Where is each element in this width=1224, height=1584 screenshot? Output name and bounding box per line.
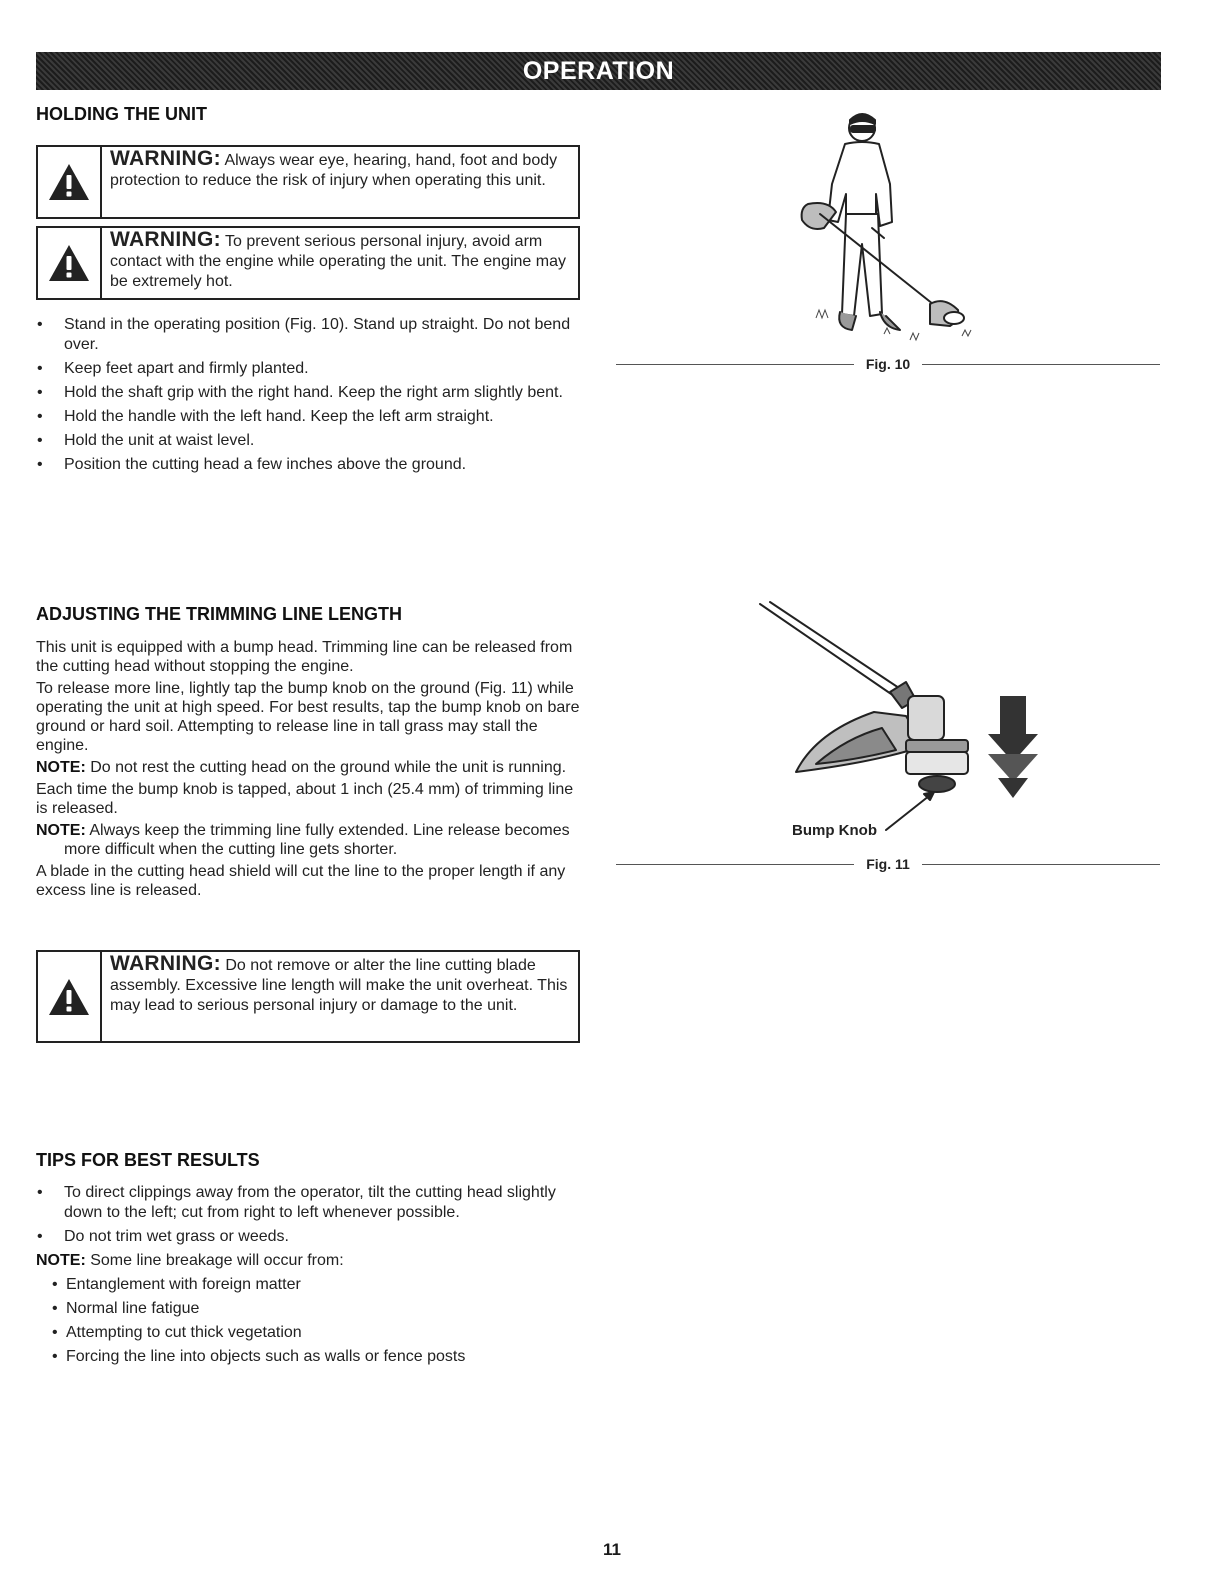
figure-operator-illustration	[780, 104, 1000, 354]
note-label: NOTE:	[36, 1252, 86, 1269]
note-text: Some line breakage will occur from:	[85, 1252, 344, 1269]
warning-box-engine-hot	[36, 226, 580, 300]
figure-bump-head-illustration	[756, 600, 1066, 840]
figure-caption: Fig. 11	[866, 856, 910, 872]
section-title: OPERATION	[522, 56, 675, 85]
paragraph: This unit is equipped with a bump head. Trimming line can be released from the cutting head without stopping the engine.	[36, 639, 573, 675]
warning-label: WARNING:	[110, 952, 221, 975]
list-item: • Normal line fatigue	[52, 1299, 612, 1319]
breakage-causes-list	[52, 1275, 612, 1371]
list-item: • Hold the unit at waist level.	[36, 431, 576, 451]
paragraph: To release more line, lightly tap the bump knob on the ground (Fig. 11) while operating the unit at high speed. For best results, tap the bump knob on bare ground or hard soil. Attempting to release line in tall grass may stall the engine.	[36, 680, 580, 754]
list-item: • Position the cutting head a few inches above the ground.	[36, 455, 576, 475]
list-item: • Hold the handle with the left hand. Keep the left arm straight.	[36, 407, 576, 427]
list-item: • Attempting to cut thick vegetation	[52, 1323, 612, 1343]
warning-text	[102, 228, 578, 298]
note-label: NOTE:	[36, 822, 86, 839]
tips-heading: TIPS FOR BEST RESULTS	[36, 1150, 260, 1170]
list-item: • Entanglement with foreign matter	[52, 1275, 612, 1295]
holding-bullet-list	[36, 315, 576, 479]
bump-knob-callout: Bump Knob	[792, 822, 877, 839]
list-item: • Forcing the line into objects such as walls or fence posts	[52, 1347, 612, 1367]
warning-box-blade	[36, 950, 580, 1043]
list-item: • Hold the shaft grip with the right hand. Keep the right arm slightly bent.	[36, 383, 576, 403]
tips-bullet-list	[36, 1183, 584, 1251]
list-item: • Keep feet apart and firmly planted.	[36, 359, 576, 379]
warning-box-protection	[36, 145, 580, 219]
adjusting-text-block	[36, 638, 584, 900]
warning-body: To prevent serious personal injury, avoid arm contact with the engine while operating the unit. The engine may be extremely hot.	[110, 233, 566, 290]
warning-triangle-icon	[38, 147, 102, 217]
warning-triangle-icon	[38, 228, 102, 298]
warning-body: Always wear eye, hearing, hand, foot and body protection to reduce the risk of injury when operating this unit.	[110, 152, 558, 189]
warning-label: WARNING:	[110, 147, 221, 170]
list-item: • Stand in the operating position (Fig. 10). Stand up straight. Do not bend over.	[36, 315, 576, 355]
warning-label: WARNING:	[110, 228, 221, 251]
note-text: Do not rest the cutting head on the ground while the unit is running.	[85, 759, 567, 776]
page-number: 11	[603, 1540, 621, 1559]
figure-caption: Fig. 10	[865, 356, 911, 372]
figure-caption-row	[616, 855, 1160, 873]
warning-body: Do not remove or alter the line cutting blade assembly. Excessive line length will make the unit overheat. This may lead to serious personal injury or damage to the unit.	[110, 957, 568, 1014]
list-item: • To direct clippings away from the operator, tilt the cutting head slightly down to the left; cut from right to left whenever possible.	[36, 1183, 584, 1223]
holding-heading: HOLDING THE UNIT	[36, 104, 207, 124]
list-item: • Do not trim wet grass or weeds.	[36, 1227, 584, 1247]
tips-note	[36, 1251, 584, 1270]
warning-text	[102, 952, 578, 1041]
section-banner	[36, 52, 1161, 90]
warning-triangle-icon	[38, 952, 102, 1041]
note-paragraph	[36, 821, 584, 859]
paragraph: A blade in the cutting head shield will cut the line to the proper length if any excess line is released.	[36, 863, 566, 899]
figure-caption-row	[616, 355, 1160, 373]
warning-text	[102, 147, 578, 217]
paragraph: Each time the bump knob is tapped, about 1 inch (25.4 mm) of trimming line is released.	[36, 781, 574, 817]
note-text: Always keep the trimming line fully extended. Line release becomes more difficult when the cutting line gets shorter.	[64, 822, 570, 858]
note-label: NOTE:	[36, 759, 86, 776]
adjusting-heading: ADJUSTING THE TRIMMING LINE LENGTH	[36, 604, 402, 624]
note-paragraph	[36, 758, 584, 777]
